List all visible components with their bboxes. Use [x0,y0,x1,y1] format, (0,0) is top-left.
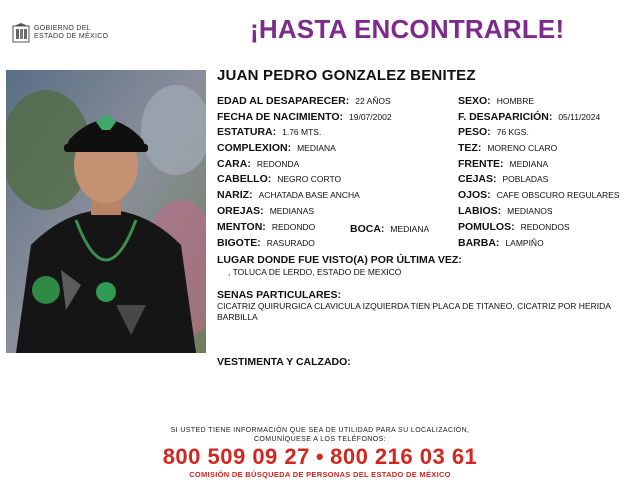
field-label: SEXO: [458,95,491,107]
field-nariz [217,189,360,201]
field-pomulos [458,221,570,233]
field-complexion [217,142,336,154]
field-labios [458,205,553,217]
field-label: CABELLO: [217,173,272,185]
contact-note-line-1: SI USTED TIENE INFORMACIÓN QUE SEA DE UTILIDAD PARA SU LOCALIZACIÓN, [170,427,470,434]
headline: ¡HASTA ENCONTRARLE! [250,14,565,44]
field-value: CAFE OBSCURO REGULARES [496,190,620,200]
field-value: HOMBRE [496,96,534,106]
last-seen-label: LUGAR DONDE FUE VISTO(A) POR ÚLTIMA VEZ: [217,254,462,266]
gov-line-2: ESTADO DE MÉXICO [34,33,109,40]
field-peso [458,126,529,138]
field-cejas [458,173,548,185]
field-value: REDONDA [256,159,300,169]
field-value: MEDIANA [390,224,430,234]
field-label: BARBA: [458,237,500,249]
field-menton [217,221,315,233]
field-value: REDONDOS [520,222,570,232]
field-label: OREJAS: [217,205,264,217]
field-value: 22 AÑOS [355,96,391,106]
field-value: 19/07/2002 [349,112,392,122]
phone-number-2[interactable]: 800 216 03 61 [330,444,478,469]
field-label: TEZ: [458,142,482,154]
field-value: NEGRO CORTO [277,174,342,184]
field-value: POBLADAS [502,174,549,184]
field-label: BOCA: [350,223,385,235]
bullet-separator: • [315,444,325,469]
government-logo [12,22,112,46]
contact-note [0,426,640,444]
field-cabello [217,173,341,185]
field-value: MEDIANAS [269,206,315,216]
missing-person-photo [6,70,206,353]
field-label: EDAD AL DESAPARECER: [217,95,350,107]
field-label: COMPLEXION: [217,142,292,154]
commission-name: COMISIÓN DE BÚSQUEDA DE PERSONAS DEL ESTADO DE MÉXICO [189,470,451,479]
field-label: NARIZ: [217,189,253,201]
field-label: ESTATURA: [217,126,277,138]
government-name [34,25,108,41]
field-value: MORENO CLARO [487,143,558,153]
field-label: PESO: [458,126,491,138]
field-value: LAMPIÑO [505,238,544,248]
phone-numbers [0,444,640,470]
field-value: 76 KGS. [496,127,529,137]
field-boca [350,223,429,235]
field-label: CEJAS: [458,173,497,185]
field-fecha-nacimiento [217,111,392,123]
field-ojos [458,189,620,201]
state-seal-icon [12,23,30,44]
gov-line-1: GOBIERNO DEL [34,25,91,32]
field-label: BIGOTE: [217,237,261,249]
field-value: 05/11/2024 [558,112,601,122]
field-tez [458,142,557,154]
field-label: POMULOS: [458,221,515,233]
clothing-label: VESTIMENTA Y CALZADO: [217,356,351,368]
contact-note-line-2: COMUNÍQUESE A LOS TELÉFONOS: [253,436,387,443]
field-orejas [217,205,314,217]
field-label: FRENTE: [458,158,504,170]
field-sexo [458,95,534,107]
field-value: MEDIANA [509,159,549,169]
field-label: OJOS: [458,189,491,201]
marks-value: CICATRIZ QUIRURGICA CLAVICULA IZQUIERDA TIEN PLACA DE TITANEO, CICATRIZ POR HERIDA BARBILLA [217,301,611,322]
field-label: LABIOS: [458,205,502,217]
field-value: 1.76 MTS. [282,127,322,137]
marks-label: SENAS PARTICULARES: [217,289,342,301]
field-value: ACHATADA BASE ANCHA [258,190,360,200]
field-edad [217,95,391,107]
field-label: FECHA DE NACIMIENTO: [217,111,343,123]
field-f-desaparicion [458,111,600,123]
field-value: REDONDO [271,222,316,232]
field-frente [458,158,548,170]
phone-number-1[interactable]: 800 509 09 27 [162,444,310,469]
field-label: F. DESAPARICIÓN: [458,111,553,123]
field-label: CARA: [217,158,251,170]
field-label: MENTON: [217,221,266,233]
person-name: JUAN PEDRO GONZALEZ BENITEZ [217,67,476,84]
field-value: RASURADO [266,238,315,248]
field-value: MEDIANA [297,143,336,153]
field-estatura [217,126,321,138]
field-bigote [217,237,315,249]
field-cara [217,158,299,170]
field-value: MEDIANOS [507,206,553,216]
field-barba [458,237,544,249]
last-seen-value: , TOLUCA DE LERDO, ESTADO DE MEXICO [228,267,402,277]
